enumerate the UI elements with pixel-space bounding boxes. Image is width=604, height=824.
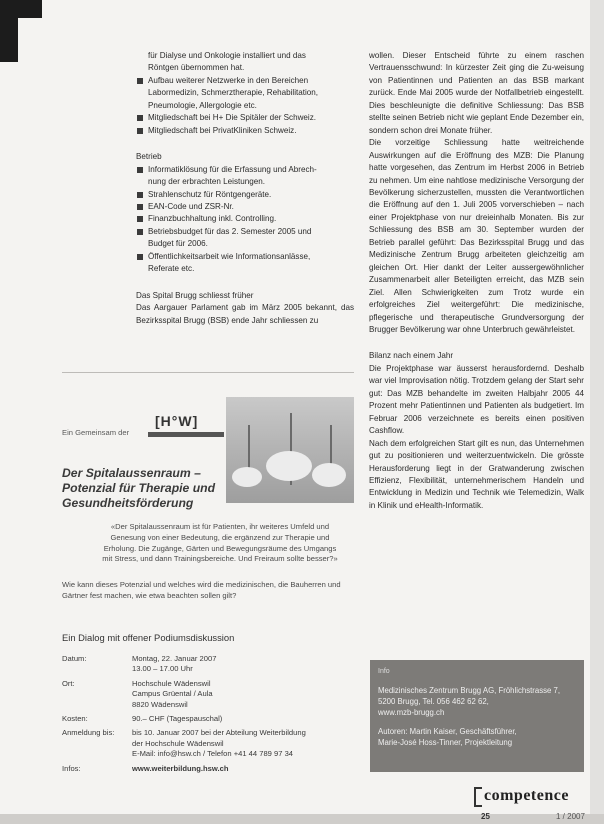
text-line: Röntgen übernommen hat. [148, 63, 245, 73]
snow-bush [266, 451, 312, 481]
list-item: EAN-Code und ZSR-Nr. [136, 201, 354, 213]
section-paragraph: Das Aargauer Parlament gab im März 2005 bekannt, das Bezirksspital Brugg (BSB) ende Jahr schliessen zu [136, 303, 354, 325]
event-key: Datum: [62, 654, 87, 663]
list-item: Finanzbuchhaltung inkl. Controlling. [136, 213, 354, 225]
corner-decoration [0, 0, 42, 62]
event-key: Ort: [62, 678, 75, 688]
issue-number: 1 / 2007 [556, 812, 585, 821]
hsw-logo: [H°W] [155, 413, 199, 429]
logo-word: competence [484, 787, 569, 804]
ad-dialog-heading: Ein Dialog mit offener Podiumsdiskussion [62, 632, 235, 643]
event-key: Anmeldung bis: [62, 728, 115, 738]
event-row-date [62, 654, 354, 675]
text-line: für Dialyse und Onkologie installiert und das [148, 51, 306, 60]
event-value: 8820 Wädenswil [132, 699, 188, 709]
ad-label: Ein Gemeinsam der [62, 428, 130, 437]
winter-garden-photo [226, 397, 354, 503]
event-link[interactable]: www.weiterbildung.hsw.ch [132, 763, 229, 773]
logo-bracket-icon [474, 787, 482, 807]
event-row-registration [62, 728, 354, 759]
event-value: der Hochschule Wädenswil [132, 738, 224, 748]
paragraph: wollen. Dieser Entscheid führte zu einem raschen Vertrauensschwund: In kürzester Zeit ging die Zu-weisung von Patientinnen und Patienten an das BSB markant zurück. Ende Mai 2005 wurde der Notfallbetrieb eingestellt. Dies beschleunigte die definitive Schliessung: Das BSB stellte seinen Betrieb nicht wie geplant Ende Dezember ein, sondern schon drei Monate früher. [369, 51, 584, 135]
paragraph: Die vorzeitige Schliessung hatte weitreichende Auswirkungen auf die Eröffnung des MZB: Die Planung hatte vorgesehen, das Zentrum im Herbst 2006 in Betrieb zu nehmen. Um eine nahtlose medizinische Versorgung der Bevölkerung sicherzustellen, mussten die Verantwortlichen die Eröffnung auf den 1. Juli 2005 vorverschieben – nach einer Projektphase von nur dreieinhalb Monaten. Bis zur Schliessung des BSB am 30. September wurden der Betrieb parallel geführt: Das Bezirksspital Brugg und das Medizinische Zentrum Brugg arbeiteten gleichzeitig am gleichen Ort. Hier dankt der Leiter aussergewöhnlicher Zusammenarbeit aller Beteiligten erreicht, das MZB sein Ziel. Allen Schwierigkeiten zum Trotz wurde ein erfolgreiches Ziel weitergeführt: Die medizinische, pflegerische und therapeutische Grundversorgung der Brugger Bevölkerung war ohne Unterbruch gewährleistet. [369, 138, 584, 334]
list-item: Mitgliedschaft bei H+ Die Spitäler der Schweiz. [136, 112, 354, 124]
list-item-continuation: nung der erbrachten Leistungen. [148, 177, 265, 187]
section-heading-betrieb: Betrieb [136, 152, 162, 162]
event-details [62, 654, 354, 778]
list-item: Mitgliedschaft bei PrivatKliniken Schweiz. [136, 125, 354, 137]
info-author-line: Autoren: Martin Kaiser, Geschäftsführer, [378, 727, 517, 736]
list-item: Informatiklösung für die Erfassung und Abrech- [136, 164, 354, 176]
list-item-continuation: Pneumologie, Allergologie etc. [148, 100, 257, 110]
list-item: Betriebsbudget für das 2. Semester 2005 und [136, 226, 354, 238]
info-box [370, 660, 584, 772]
list-item: Strahlenschutz für Röntgengeräte. [136, 189, 354, 201]
event-row-info [62, 764, 354, 774]
ad-intro: «Der Spitalaussenraum ist für Patienten, ihr weiteres Umfeld und Genesung von einer Bedeutung, die ergänzend zur Therapie und Erholung. Die Zugänge, Gärten und Bewegungsräume des Umgangs mit Stress, und dann Trainingsbereiche. Und Freiraum sollte besser?» [102, 522, 338, 564]
event-key: Kosten: [62, 714, 88, 724]
right-column [369, 50, 584, 512]
paragraph: Die Projektphase war äusserst herausfordernd. Deshalb war viel Improvisation nötig. Trotzdem gelang der Start sehr gut: Das MZB behandelte im zweiten Halbjahr 2005 44 Prozent mehr Patientinnen und Patienten als budgetiert. Im Februar 2006 verzeichnete es bereits einen positiven Cashflow. [369, 363, 584, 436]
ad-question: Wie kann dieses Potenzial und welches wird die medizinischen, die Bauherren und Gärtner fest machen, wie etwa beachten sollen gilt? [62, 580, 341, 600]
event-key: Infos: [62, 763, 81, 773]
event-value: E-Mail: info@hsw.ch / Telefon +41 44 789 97 34 [132, 749, 294, 759]
info-contact-link[interactable]: www.mzb-brugg.ch [378, 708, 445, 717]
corner-decoration-inner [18, 18, 42, 62]
info-tag: Info [378, 668, 390, 675]
list-item-continuation: Labormedizin, Schmerztherapie, Rehabilitation, [148, 88, 319, 98]
ad-divider [62, 372, 354, 373]
hsw-logo-bar [148, 432, 224, 437]
list-item: Öffentlichkeitsarbeit wie Informationsanlässe, [136, 251, 354, 263]
paragraph: Nach dem erfolgreichen Start gilt es nun, das Unternehmen gut zu positionieren und weiterzuentwickeln. Die grösste Herausforderung liegt in der Gratwanderung zwischen Effizienz, Flexibilität, unternehmerischem Handeln und Entwicklung in Medizin und Technik wie Telemedizin, Walk in Klinik und eHealth-Informatik. [369, 438, 584, 510]
list-item: Aufbau weiterer Netzwerke in den Bereichen [136, 75, 354, 87]
info-author-line: Marie-José Hoss-Tinner, Projektleitung [378, 738, 513, 747]
page-number: 25 [481, 812, 490, 821]
event-value: Campus Grüental / Aula [132, 689, 213, 699]
left-column [136, 50, 354, 327]
section-heading-brugg: Das Spital Brugg schliesst früher [136, 290, 254, 300]
event-value: Hochschule Wädenswil [132, 678, 211, 688]
page-edge-strip [590, 0, 604, 824]
event-row-cost [62, 714, 354, 724]
list-item-continuation: Referate etc. [148, 264, 195, 274]
event-row-location [62, 679, 354, 710]
ad-headline: Der Spitalaussenraum – Potenzial für Therapie und Gesundheitsförderung [62, 466, 216, 510]
event-value: Montag, 22. Januar 2007 [132, 654, 217, 663]
section-heading-bilanz: Bilanz nach einem Jahr [369, 351, 454, 361]
event-value: 90.– CHF (Tagespauschal) [132, 714, 223, 724]
snow-bush [312, 463, 346, 487]
info-contact-line: Medizinisches Zentrum Brugg AG, Fröhlichstrasse 7, 5200 Brugg, Tel. 056 462 62 62, [378, 686, 560, 706]
event-value: bis 10. Januar 2007 bei der Abteilung Weiterbildung [132, 728, 306, 738]
list-item-continuation: Budget für 2006. [148, 239, 208, 249]
event-value: 13.00 – 17.00 Uhr [132, 664, 193, 674]
